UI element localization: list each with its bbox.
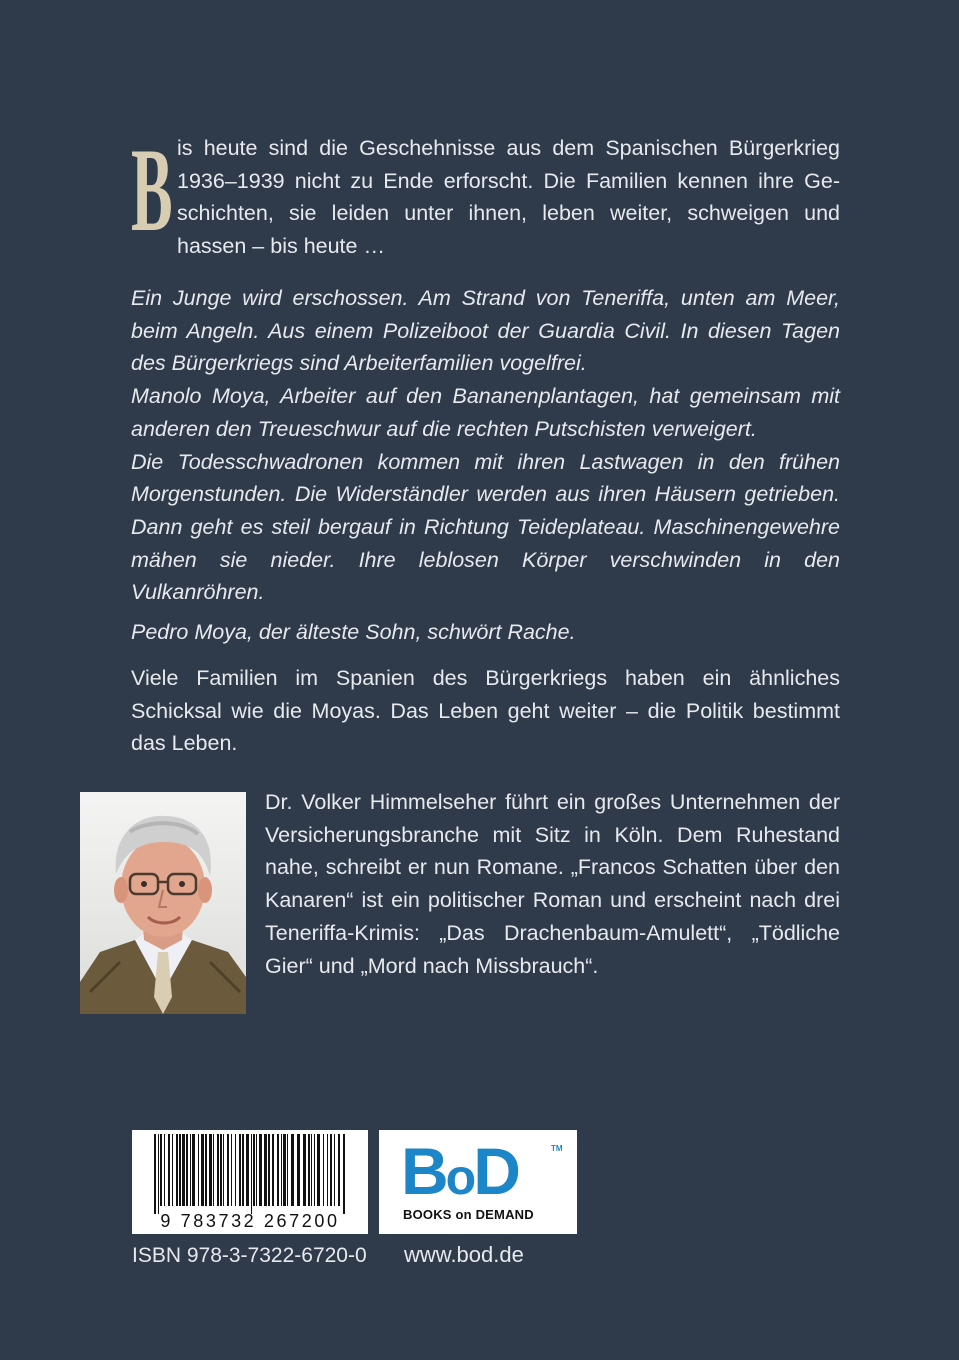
story-paragraph: Die Todesschwadronen kommen mit ihren Lastwagen in den frühen Morgenstunden. Die Widerständler werden aus ihren Häusern getrieben. Dann geht es steil bergauf in Richtung Teideplateau. Maschinengewehre mähen sie nieder. Ihre leblosen Körper verschwinden in den Vulkanröhren.: [131, 449, 840, 605]
barcode-bar: [239, 1134, 241, 1206]
barcode-bar: [303, 1134, 306, 1206]
barcode-bar: [283, 1134, 286, 1206]
closing-paragraph: Viele Familien im Spanien des Bürgerkriegs haben ein ähnliches Schicksal wie die Moyas. Das Leben geht weiter – die Politik bestimmt das Leben.: [131, 666, 840, 756]
barcode-bar: [287, 1134, 288, 1206]
barcode-bar: [343, 1134, 345, 1214]
isbn-number: ISBN 978-3-7322-6720-0: [132, 1244, 367, 1267]
barcode-digits: 9 783732 267200: [160, 1211, 340, 1231]
barcode-bar: [192, 1134, 195, 1206]
barcode-bar: [182, 1134, 185, 1206]
barcode-bar: [264, 1134, 267, 1206]
intro-paragraph: [131, 123, 840, 263]
barcode-bar: [242, 1134, 244, 1206]
story-paragraph: Manolo Moya, Arbeiter auf den Bananenplantagen, hat gemeinsam mit anderen den Treueschwur auf die rechten Putschisten verweigert.: [131, 384, 840, 441]
trademark-mark: TM: [551, 1144, 563, 1153]
barcode-bar: [334, 1134, 335, 1206]
barcode-bar: [168, 1134, 170, 1206]
story-summary: [131, 282, 840, 609]
barcode-bar: [158, 1134, 159, 1214]
author-photo: [80, 792, 246, 1014]
barcode-bar: [330, 1134, 332, 1206]
barcode-bar: [205, 1134, 207, 1206]
barcode-bar: [154, 1134, 156, 1214]
story-paragraph: Ein Junge wird erschossen. Am Strand von Teneriffa, unten am Meer, beim Angeln. Aus einem Polizeiboot der Guardia Civil. In diesen Tagen des Bürgerkriegs sind Arbeiterfamilien vogelfrei.: [131, 286, 840, 376]
author-bio: Dr. Volker Himmelseher führt ein großes Unternehmen der Versicherungsbranche mit Sitz in Köln. Dem Ruhestand nahe, schreibt er nun Romane. „Francos Schatten über den Kanaren“ ist ein politischer Roman und erscheint nach drei Teneriffa-Krimis: „Das Drachenbaum-Amulett“, „Tödliche Gier“ und „Mord nach Missbrauch“.: [265, 790, 840, 978]
barcode-bar: [311, 1134, 312, 1206]
barcode-bar: [186, 1134, 188, 1206]
barcode-bar: [291, 1134, 294, 1206]
barcode-bar: [327, 1134, 328, 1206]
barcode-bar: [272, 1134, 274, 1206]
barcode-bar: [223, 1134, 224, 1206]
bod-tagline: BOOKS on DEMAND: [403, 1207, 534, 1222]
barcode-bar: [231, 1134, 232, 1206]
barcode-bar: [209, 1134, 212, 1206]
barcode-bar: [281, 1134, 282, 1206]
barcode-bar: [256, 1134, 257, 1206]
barcode-bar: [317, 1134, 320, 1206]
barcode-bar: [259, 1134, 262, 1206]
barcode-bar: [198, 1134, 199, 1206]
barcode-bar: [338, 1134, 340, 1206]
barcode-bar: [190, 1134, 191, 1206]
barcode-bar: [227, 1134, 229, 1206]
barcode-bar: [314, 1134, 315, 1206]
intro-text: is heute sind die Geschehnisse aus dem Spanischen Bürgerkrieg 1936–1939 nicht zu Ende erforscht. Die Familien kennen ihre Geschichten, sie leiden unter ihnen, leben weiter, schweigen und hassen – bis heute …: [177, 136, 840, 259]
barcode-bar: [323, 1134, 324, 1206]
isbn-barcode: [132, 1130, 368, 1234]
barcode-bar: [172, 1134, 173, 1206]
barcode-bar: [297, 1134, 300, 1206]
publisher-website[interactable]: www.bod.de: [404, 1242, 524, 1267]
barcode-bar: [246, 1134, 249, 1206]
drop-cap: B: [131, 123, 173, 256]
barcode-bar: [179, 1134, 181, 1206]
barcode-bar: [308, 1134, 310, 1206]
barcode-bar: [217, 1134, 219, 1206]
barcode-bar: [176, 1134, 178, 1206]
barcode-bars: [132, 1134, 368, 1214]
barcode-bar: [277, 1134, 279, 1206]
barcode-bar: [253, 1134, 255, 1206]
pedro-line: Pedro Moya, der älteste Sohn, schwört Rache.: [131, 620, 576, 644]
barcode-bar: [164, 1134, 165, 1206]
barcode-bar: [268, 1134, 270, 1206]
barcode-bar: [201, 1134, 204, 1206]
barcode-bar: [251, 1134, 252, 1214]
barcode-bar: [220, 1134, 222, 1206]
barcode-bar: [235, 1134, 236, 1206]
bod-logo: BoD: [401, 1134, 518, 1208]
bod-logo-box: [379, 1130, 577, 1234]
barcode-bar: [213, 1134, 214, 1206]
barcode-bar: [160, 1134, 162, 1206]
